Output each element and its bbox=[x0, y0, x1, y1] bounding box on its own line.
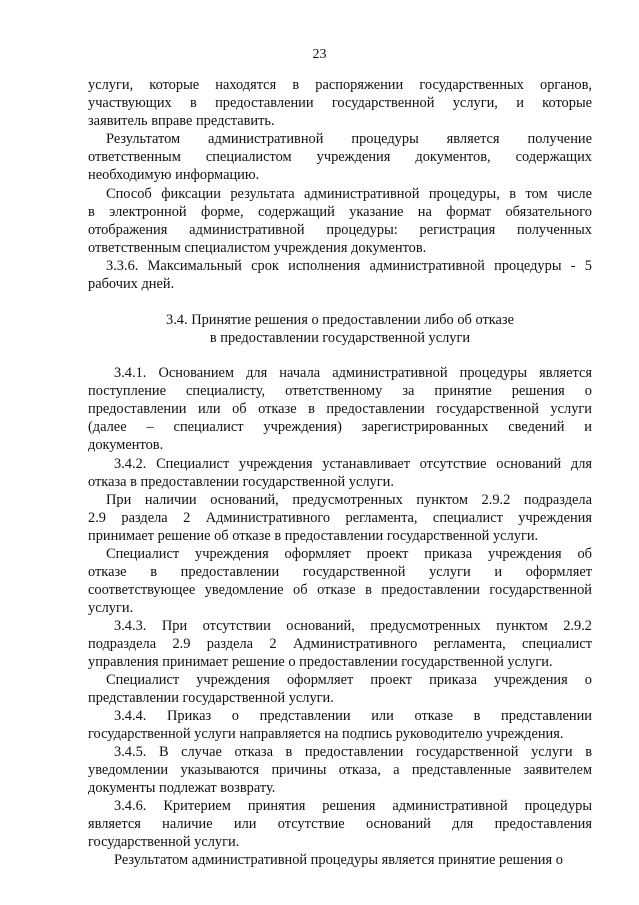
text-line: Специалист учреждения оформляет проект приказа учреждения об bbox=[106, 547, 592, 562]
text-line: соответствующее уведомление об отказе в предоставлении государственной bbox=[88, 583, 592, 598]
text-line: 3.4.5. В случае отказа в предоставлении государственной услуги в bbox=[114, 745, 592, 760]
text-line: предоставлении или об отказе в предоставлении государственной услуги bbox=[88, 402, 592, 417]
text-line: услуги, которые находятся в распоряжении государственных органов, bbox=[88, 78, 592, 93]
text-line: необходимую информацию. bbox=[88, 168, 260, 183]
section-heading: в предоставлении государственной услуги bbox=[209, 331, 471, 346]
text-line: уведомлении указываются причины отказа, а представленные заявителем bbox=[88, 763, 592, 778]
text-line: отказе в предоставлении государственной услуги и оформляет bbox=[88, 565, 592, 580]
text-line: 3.4.2. Специалист учреждения устанавливает отсутствие оснований для bbox=[114, 457, 592, 472]
text-line: 3.4.3. При отсутствии оснований, предусмотренных пунктом 2.9.2 bbox=[114, 619, 592, 634]
text-line: заявитель вправе представить. bbox=[88, 114, 275, 129]
text-line: ответственным специалистом учреждения документов, содержащих bbox=[88, 150, 592, 165]
text-line: Результатом административной процедуры является принятие решения о bbox=[114, 853, 563, 868]
text-line: При наличии оснований, предусмотренных пунктом 2.9.2 подраздела bbox=[106, 493, 592, 508]
section-heading: 3.4. Принятие решения о предоставлении либо об отказе bbox=[166, 313, 514, 328]
text-line: государственной услуги направляется на подпись руководителю учреждения. bbox=[88, 727, 564, 742]
text-line: участвующих в предоставлении государственной услуги, и которые bbox=[88, 96, 592, 111]
page-number: 23 bbox=[312, 47, 327, 62]
text-line: представлении государственной услуги. bbox=[88, 691, 334, 706]
text-line: услуги. bbox=[88, 601, 134, 616]
text-line: отображения административной процедуры: регистрация полученных bbox=[88, 223, 592, 238]
text-line: в электронной форме, содержащий указание на формат обязательного bbox=[88, 205, 592, 220]
text-line: 3.4.1. Основанием для начала административной процедуры является bbox=[114, 366, 592, 381]
text-line: (далее – специалист учреждения) зарегистрированных сведений и bbox=[88, 420, 592, 435]
text-line: отказа в предоставлении государственной услуги. bbox=[88, 475, 394, 490]
text-line: 3.3.6. Максимальный срок исполнения административной процедуры - 5 bbox=[106, 259, 592, 274]
text-line: поступление специалисту, ответственному за принятие решения о bbox=[88, 384, 592, 399]
text-line: 3.4.4. Приказ о представлении или отказе в представлении bbox=[114, 709, 592, 724]
text-line: рабочих дней. bbox=[88, 277, 175, 292]
text-line: документов. bbox=[88, 438, 164, 453]
text-line: 2.9 раздела 2 Административного регламента, специалист учреждения bbox=[88, 511, 592, 526]
text-line: 3.4.6. Критерием принятия решения административной процедуры bbox=[114, 799, 592, 814]
text-line: Способ фиксации результата административной процедуры, в том числе bbox=[106, 187, 592, 202]
text-line: государственной услуги. bbox=[88, 835, 240, 850]
text-line: принимает решение об отказе в предоставлении государственной услуги. bbox=[88, 529, 539, 544]
text-line: Специалист учреждения оформляет проект приказа учреждения о bbox=[106, 673, 592, 688]
text-line: ответственным специалистом учреждения документов. bbox=[88, 241, 427, 256]
text-line: Результатом административной процедуры является получение bbox=[106, 132, 592, 147]
text-line: документы подлежат возврату. bbox=[88, 781, 276, 796]
text-line: подраздела 2.9 раздела 2 Административного регламента, специалист bbox=[88, 637, 592, 652]
text-line: является наличие или отсутствие оснований для предоставления bbox=[88, 817, 592, 832]
text-line: управления принимает решение о предоставлении государственной услуги. bbox=[88, 655, 553, 670]
